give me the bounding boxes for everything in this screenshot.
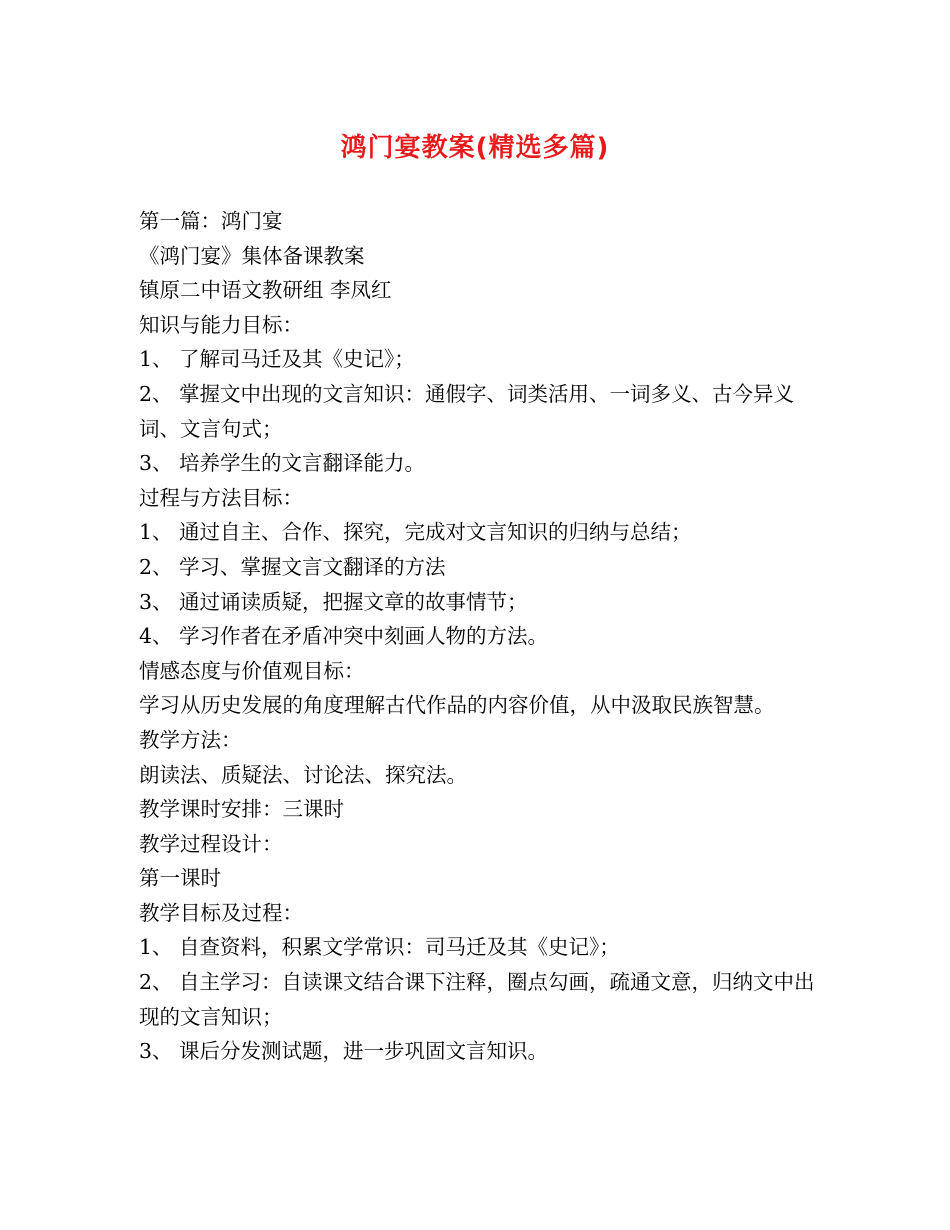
list-item: 2、 学习、掌握文言文翻译的方法 [139,554,446,579]
section-heading: 教学目标及过程： [139,900,303,925]
list-item: 2、 自主学习：自读课文结合课下注释，圈点勾画，疏通文意，归纳文中出现的文言知识； [139,970,815,1029]
list-item: 3、 培养学生的文言翻译能力。 [139,451,426,476]
list-item: 4、 学习作者在矛盾冲突中刻画人物的方法。 [139,624,549,649]
section-heading: 情感态度与价值观目标： [139,658,365,683]
list-item: 1、 了解司马迁及其《史记》； [139,347,415,372]
section-heading: 教学方法： [139,727,242,752]
section-heading: 第一篇：鸿门宴 [139,209,283,233]
list-item: 1、 通过自主、合作、探究，完成对文言知识的归纳与总结； [139,520,692,545]
section-heading: 教学过程设计： [139,831,283,856]
text-line: 《鸿门宴》集体备课教案 [139,243,365,268]
author-line: 镇原二中语文教研组 李凤红 [139,278,392,303]
document-body [139,204,823,1069]
list-item: 3、 通过诵读质疑，把握文章的故事情节； [139,589,528,614]
text-line: 学习从历史发展的角度理解古代作品的内容价值，从中汲取民族智慧。 [139,693,775,718]
section-heading: 知识与能力目标： [139,312,303,337]
list-item: 1、 自查资料，积累文学常识：司马迁及其《史记》； [139,935,620,960]
list-item: 3、 课后分发测试题，进一步巩固文言知识。 [139,1039,549,1064]
document-title: 鸿门宴教案(精选多篇) [340,133,610,163]
section-heading: 第一课时 [139,866,221,891]
section-heading: 过程与方法目标： [139,485,303,510]
text-line: 朗读法、质疑法、讨论法、探究法。 [139,762,467,787]
list-item: 2、 掌握文中出现的文言知识：通假字、词类活用、一词多义、古今异义词、文言句式； [139,381,795,441]
text-line: 教学课时安排：三课时 [139,797,344,822]
